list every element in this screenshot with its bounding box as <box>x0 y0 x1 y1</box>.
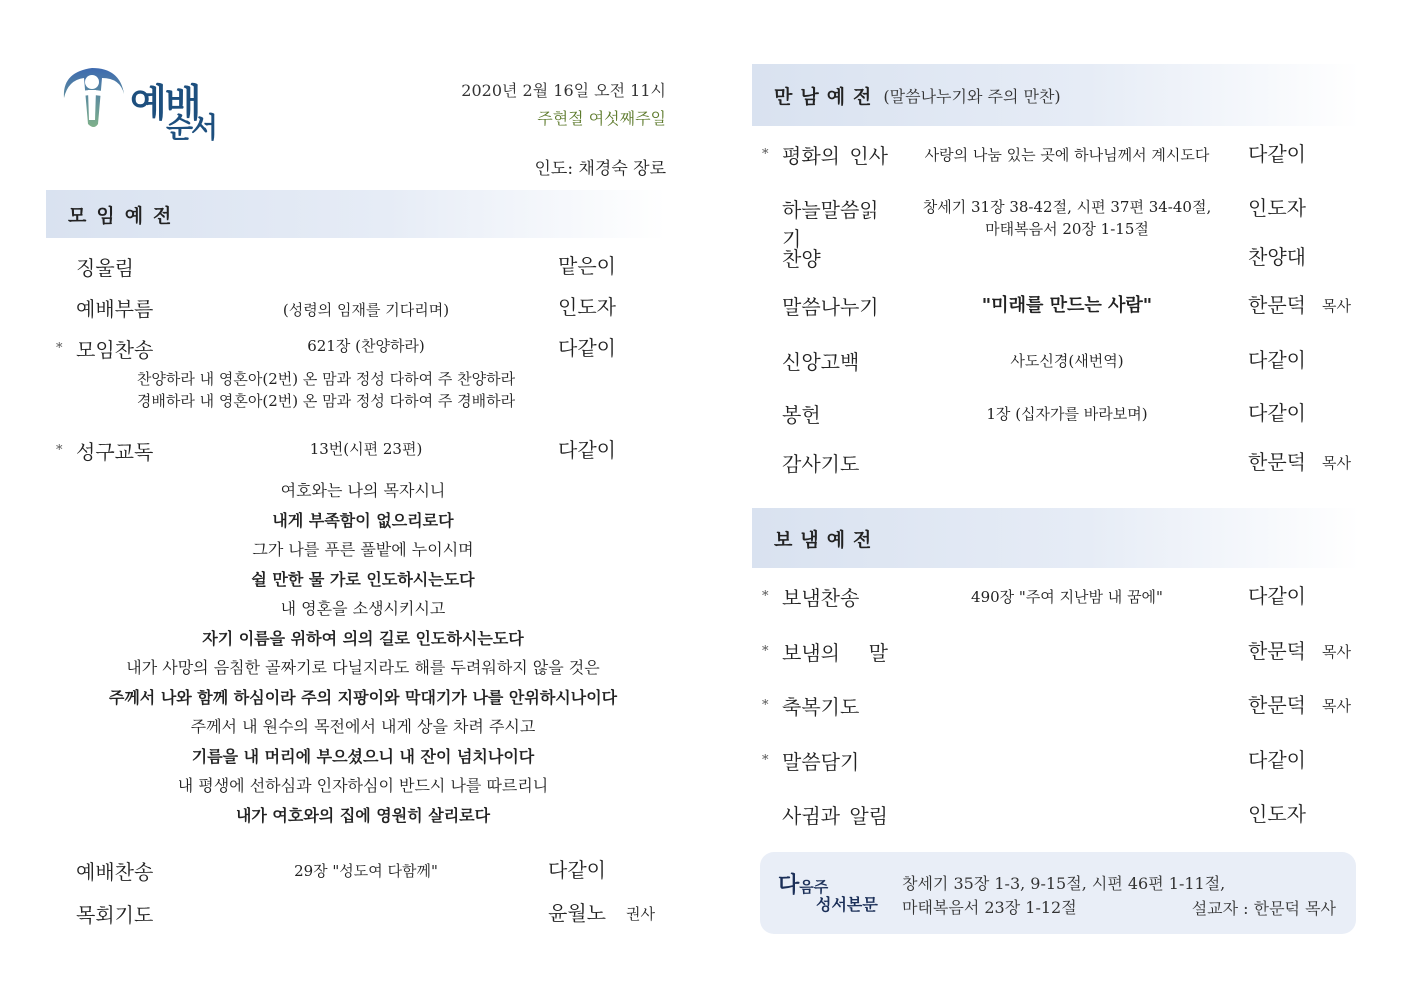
item-title-suffix: 목사 <box>1322 697 1351 715</box>
psalm-line: 내 평생에 선하심과 인자하심이 반드시 나를 따르리니 <box>177 776 549 795</box>
item-responsible: 인도자 <box>1248 802 1306 826</box>
psalm-line: 내가 여호와의 집에 영원히 살리로다 <box>235 805 491 825</box>
item-label: 말씀담기 <box>782 750 860 774</box>
order-item <box>752 289 1360 323</box>
item-detail: 490장 "주여 지난밤 내 꿈에" <box>971 588 1163 606</box>
item-label: 성구교독 <box>76 440 154 464</box>
section-gathering-header <box>46 190 666 238</box>
order-item <box>46 250 666 284</box>
psalm-line: 자기 이름을 위하여 의의 길로 인도하시는도다 <box>202 628 524 648</box>
item-responsible: 다같이 <box>1248 348 1306 372</box>
logo-title: 예배 <box>130 80 200 125</box>
order-item <box>46 332 666 366</box>
item-label: 예배찬송 <box>76 860 154 884</box>
standing-mark: * <box>762 698 769 713</box>
item-responsible: 한문덕 <box>1248 639 1306 663</box>
service-date: 2020년 2월 16일 오전 11시 <box>461 81 666 100</box>
psalm-line: 쉴 만한 물 가로 인도하시는도다 <box>251 569 475 589</box>
item-label: 평화의 인사 <box>782 144 888 168</box>
order-item <box>752 744 1360 778</box>
standing-mark: * <box>762 644 769 659</box>
right-page <box>752 0 1360 992</box>
left-page <box>46 0 666 992</box>
section-title: 보냄예전 <box>774 528 880 551</box>
order-item <box>752 241 1360 275</box>
item-responsible: 인도자 <box>1248 196 1306 220</box>
next-week-title-big: 다 <box>778 872 800 898</box>
logo-subtitle: 순서 <box>166 111 217 144</box>
detail-line: 창세기 31장 38-42절, 시편 37편 34-40절, <box>922 198 1212 216</box>
psalm-line: 주께서 내 원수의 목전에서 내게 상을 차려 주시고 <box>190 717 536 736</box>
item-detail <box>912 196 1222 240</box>
item-label: 사귐과 알림 <box>782 804 888 828</box>
item-label: 감사기도 <box>782 452 860 476</box>
standing-mark: * <box>762 589 769 604</box>
sermon-title: "미래를 만드는 사람" <box>981 295 1153 316</box>
standing-mark: * <box>56 443 63 458</box>
order-item <box>46 434 666 468</box>
item-detail: (성령의 임재를 기다리며) <box>282 301 450 319</box>
item-responsible: 한문덕 <box>1248 693 1306 717</box>
item-responsible: 다같이 <box>1248 401 1306 425</box>
psalm-line: 기름을 내 머리에 부으셨으니 내 잔이 넘치나이다 <box>191 746 535 766</box>
item-responsible: 다같이 <box>1248 142 1306 166</box>
item-detail: 13번(시편 23편) <box>309 440 423 458</box>
item-label: 예배부름 <box>76 297 154 321</box>
psalm-line: 내가 사망의 음침한 골짜기로 다닐지라도 해를 두려워하지 않을 것은 <box>126 658 600 677</box>
psalm-line: 내게 부족함이 없으리로다 <box>272 510 454 530</box>
item-label: 말씀나누기 <box>782 295 879 319</box>
psalm-responsive-reading <box>0 476 726 830</box>
item-responsible: 다같이 <box>558 438 616 462</box>
section-title: 모임예전 <box>68 204 182 227</box>
order-item <box>46 854 666 888</box>
logo <box>58 64 258 148</box>
liturgical-sunday: 주현절 여섯째주일 <box>537 109 666 128</box>
item-title-suffix: 목사 <box>1322 454 1351 472</box>
section-title: 만남예전 <box>774 85 880 108</box>
lyric-line: 찬양하라 내 영혼아(2번) 온 맘과 정성 다하여 주 찬양하라 <box>136 370 516 388</box>
next-week-subtitle: 성서본문 <box>816 895 878 914</box>
item-label: 모임찬송 <box>76 338 154 362</box>
item-label: 하늘말씀읽기 <box>782 198 879 251</box>
item-responsible: 한문덕 <box>1248 293 1306 317</box>
order-item <box>752 138 1360 172</box>
item-detail: 621장 (찬양하라) <box>307 337 425 355</box>
order-item <box>752 344 1360 378</box>
next-week-scripture <box>902 872 1225 920</box>
worship-leader: 인도: 채경숙 장로 <box>534 159 666 179</box>
item-title-suffix: 목사 <box>1322 643 1351 661</box>
item-title-suffix: 권사 <box>626 905 655 923</box>
standing-mark: * <box>762 147 769 162</box>
item-detail: 사도신경(새번역) <box>1010 352 1124 370</box>
item-responsible: 인도자 <box>558 295 616 319</box>
detail-line: 마태복음서 20장 1-15절 <box>985 220 1149 238</box>
scripture-line: 창세기 35장 1-3, 9-15절, 시편 46편 1-11절, <box>902 874 1226 893</box>
item-responsible: 다같이 <box>548 858 606 882</box>
section-meeting-header <box>752 64 1360 126</box>
item-responsible: 다같이 <box>1248 584 1306 608</box>
scripture-line: 마태복음서 23장 1-12절 <box>902 898 1077 917</box>
order-item <box>46 291 666 325</box>
next-week-readings-box <box>760 852 1356 934</box>
item-label: 신앙고백 <box>782 350 860 374</box>
order-item <box>752 689 1360 723</box>
order-item <box>752 635 1360 669</box>
item-responsible: 맡은이 <box>558 254 616 278</box>
item-label: 보냄의 말 <box>782 641 888 665</box>
next-week-title-small: 음주 <box>799 878 829 896</box>
item-detail: 1장 (십자가를 바라보며) <box>986 405 1148 423</box>
section-sending-header <box>752 508 1360 568</box>
psalm-line: 주께서 나와 함께 하심이라 주의 지팡이와 막대기가 나를 안위하시나이다 <box>108 687 618 707</box>
order-item <box>752 798 1360 832</box>
next-week-preacher: 설교자 : 한문덕 목사 <box>1191 899 1336 918</box>
item-label: 봉헌 <box>782 403 821 427</box>
item-label: 징울림 <box>76 256 134 280</box>
hymn-lyrics <box>106 368 546 412</box>
psalm-line: 내 영혼을 소생시키시고 <box>280 599 446 618</box>
item-title-suffix: 목사 <box>1322 297 1351 315</box>
item-responsible: 다같이 <box>558 336 616 360</box>
item-responsible: 찬양대 <box>1248 245 1306 269</box>
order-item <box>46 897 666 931</box>
item-responsible: 윤월노 <box>548 901 606 925</box>
psalm-line: 그가 나를 푸른 풀밭에 누이시며 <box>252 540 474 559</box>
section-subtitle: (말씀나누기와 주의 만찬) <box>883 86 1061 106</box>
order-item <box>752 446 1360 480</box>
item-label: 보냄찬송 <box>782 586 860 610</box>
standing-mark: * <box>762 753 769 768</box>
order-item <box>752 397 1360 431</box>
psalm-line: 여호와는 나의 목자시니 <box>280 481 446 500</box>
item-label: 목회기도 <box>76 903 154 927</box>
item-detail: 29장 "성도여 다함께" <box>294 862 438 880</box>
item-label: 축복기도 <box>782 695 860 719</box>
item-detail: 사랑의 나눔 있는 곳에 하나님께서 계시도다 <box>924 146 1210 164</box>
order-item <box>752 192 1360 251</box>
logo-emblem-icon <box>58 64 128 134</box>
lyric-line: 경배하라 내 영혼아(2번) 온 맘과 정성 다하여 주 경배하라 <box>136 392 516 410</box>
item-responsible: 다같이 <box>1248 748 1306 772</box>
standing-mark: * <box>56 341 63 356</box>
item-label: 찬양 <box>782 247 821 271</box>
item-responsible: 한문덕 <box>1248 450 1306 474</box>
order-item <box>752 580 1360 614</box>
